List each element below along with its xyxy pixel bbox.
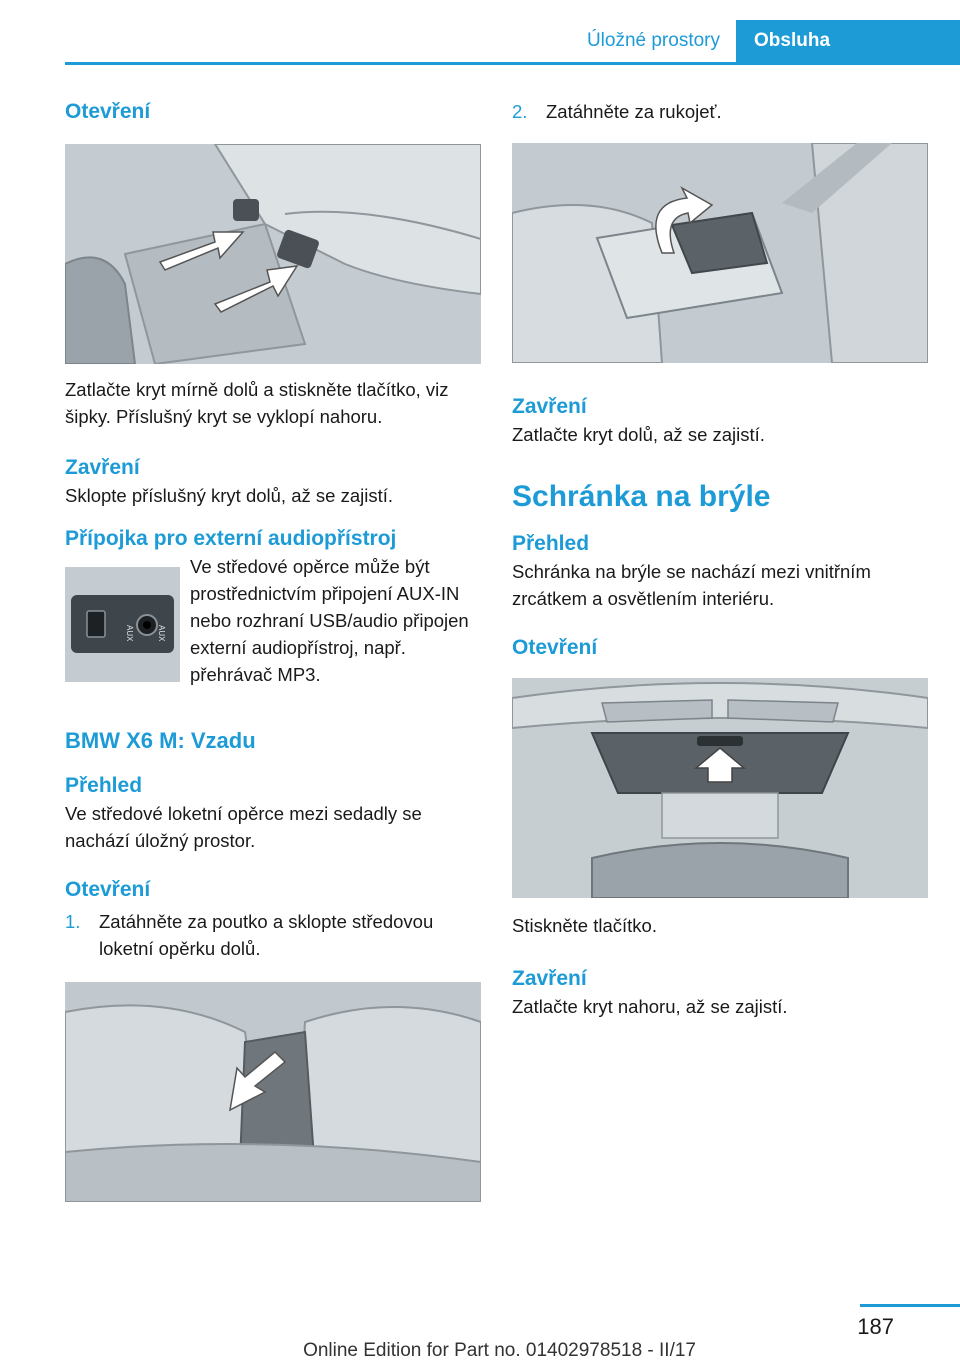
edition-line: Online Edition for Part no. 01402978518 - II/17 (303, 1340, 696, 1361)
chapter-title: Obsluha (736, 20, 960, 62)
step-1 (65, 908, 481, 962)
page-number: 187 (857, 1314, 894, 1339)
left-column (65, 98, 481, 1202)
heading-open-front: Otevření (65, 100, 151, 123)
figure-aux-ports (65, 567, 180, 682)
text-close-glasses: Zatlačte kryt nahoru, až se zajistí. (512, 996, 788, 1017)
heading-close-glasses: Zavření (512, 967, 587, 990)
text-overview-rear: Ve středové loketní opěrce mezi sedadly se nachází úložný prostor. (65, 803, 422, 851)
figure-glasses-compartment (512, 678, 928, 898)
heading-close-front: Zavření (65, 456, 140, 479)
heading-rear: BMW X6 M: Vzadu (65, 728, 256, 753)
footer-rule (860, 1304, 960, 1307)
section-title: Úložné prostory (556, 20, 736, 62)
step-1-number: 1. (65, 911, 81, 932)
text-overview-glasses: Schránka na brýle se nachází mezi vnitřním zrcátkem a osvětlením interiéru. (512, 561, 871, 609)
text-open-front: Zatlačte kryt mírně dolů a stiskněte tlačítko, viz šipky. Příslušný kryt se vyklopí nahoru. (65, 379, 449, 427)
heading-glasses: Schránka na brýle (512, 480, 771, 513)
heading-open-glasses: Otevření (512, 636, 598, 659)
heading-aux: Přípojka pro externí audiopřístroj (65, 527, 397, 550)
step-1-text: Zatáhněte za poutko a sklopte středovou loketní opěrku dolů. (99, 911, 434, 959)
text-aux: Ve středové opěrce může být prostřednictvím připojení AUX-IN nebo rozhraní USB/audio připojen externí audiopřístroj, např. přehrávač MP3. (190, 556, 469, 685)
heading-overview-glasses: Přehled (512, 532, 590, 555)
figure-rear-seat (65, 982, 481, 1202)
aux-block (65, 553, 481, 688)
page-header (556, 20, 960, 62)
text-close-front: Sklopte příslušný kryt dolů, až se zajistí. (65, 485, 393, 506)
right-column (512, 98, 928, 1020)
text-close-rear: Zatlačte kryt dolů, až se zajistí. (512, 424, 765, 445)
heading-close-rear: Zavření (512, 395, 587, 418)
heading-overview-rear: Přehled (65, 774, 143, 797)
aux-label-right: AUX (157, 625, 166, 642)
figure-rear-handle (512, 143, 928, 363)
text-open-glasses: Stiskněte tlačítko. (512, 915, 657, 936)
step-2-text: Zatáhněte za rukojeť. (546, 101, 722, 122)
heading-open-rear: Otevření (65, 878, 151, 901)
step-2 (512, 98, 928, 125)
header-rule (65, 62, 960, 65)
aux-label-left: AUX (125, 625, 134, 642)
step-2-number: 2. (512, 101, 528, 122)
figure-front-armrest (65, 144, 481, 364)
